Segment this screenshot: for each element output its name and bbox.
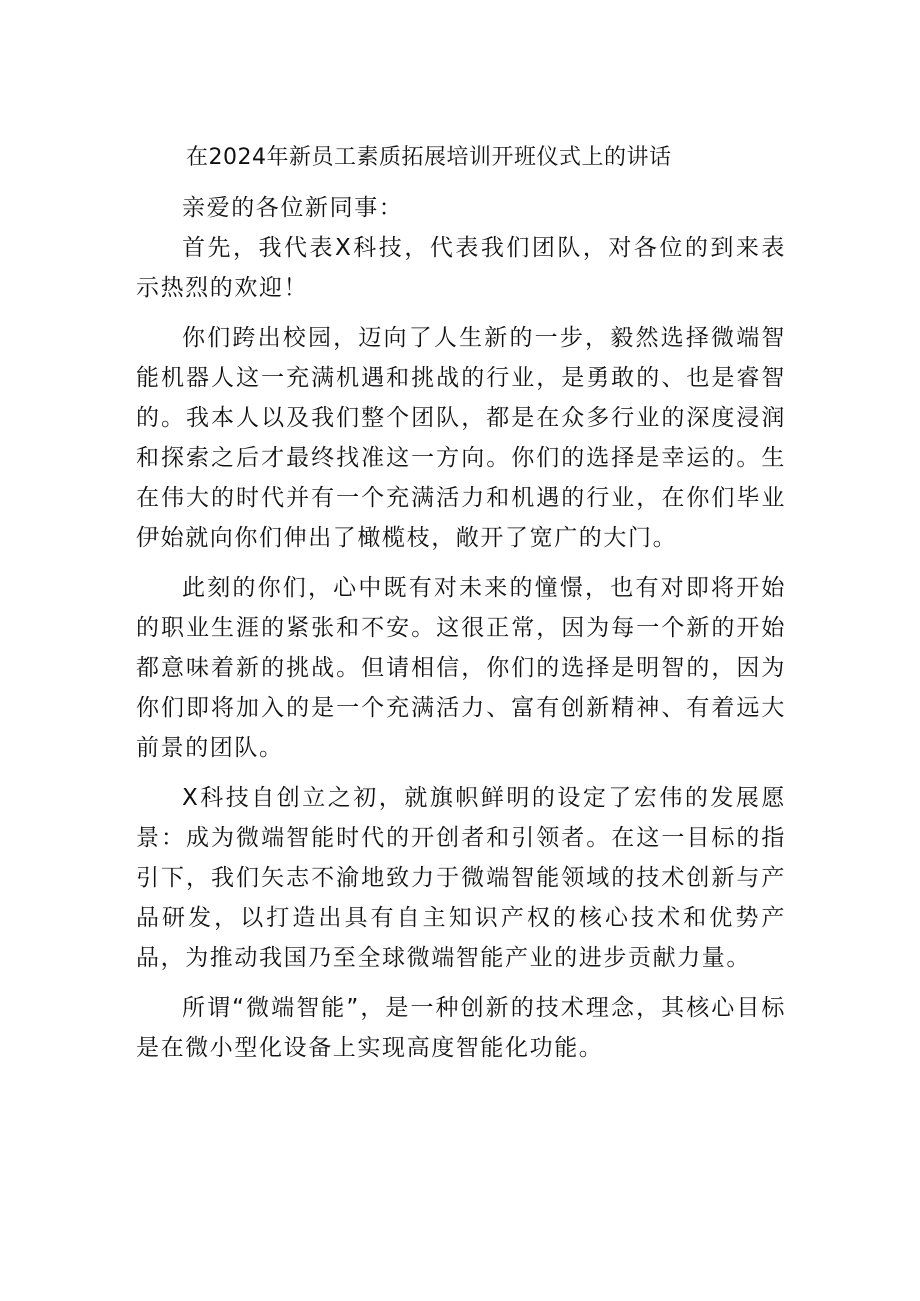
paragraph-welcome: 首先，我代表X科技，代表我们团队，对各位的到来表示热烈的欢迎！ xyxy=(136,235,786,301)
paragraph-feelings: 此刻的你们，心中既有对未来的憧憬，也有对即将开始的职业生涯的紧张和不安。这很正常，因为每一个新的开始都意味着新的挑战。但请相信，你们的选择是明智的，因为你们即将加入的是一个充满活力、富有创新精神、有着远大前景的团队。 xyxy=(136,575,786,761)
paragraph-career-choice: 你们跨出校园，迈向了人生新的一步，毅然选择微端智能机器人这一充满机遇和挑战的行业，是勇敢的、也是睿智的。我本人以及我们整个团队，都是在众多行业的深度浸润和探索之后才最终找准这一方向。你们的选择是幸运的。生在伟大的时代并有一个充满活力和机遇的行业，在你们毕业伊始就向你们伸出了橄榄枝，敞开了宽广的大门。 xyxy=(136,325,786,551)
salutation: 亲爱的各位新同事： xyxy=(182,195,404,221)
speech-body xyxy=(136,188,786,1068)
paragraph-micro-intelligence: 所谓“微端智能”，是一种创新的技术理念，其核心目标是在微小型化设备上实现高度智能化功能。 xyxy=(136,995,786,1061)
speech-title: 在2024年新员工素质拓展培训开班仪式上的讲话 xyxy=(186,145,672,170)
paragraph-company-vision: X科技自创立之初，就旗帜鲜明的设定了宏伟的发展愿景：成为微端智能时代的开创者和引领者。在这一目标的指引下，我们矢志不渝地致力于微端智能领域的技术创新与产品研发，以打造出具有自主知识产权的核心技术和优势产品，为推动我国乃至全球微端智能产业的进步贡献力量。 xyxy=(136,785,786,971)
